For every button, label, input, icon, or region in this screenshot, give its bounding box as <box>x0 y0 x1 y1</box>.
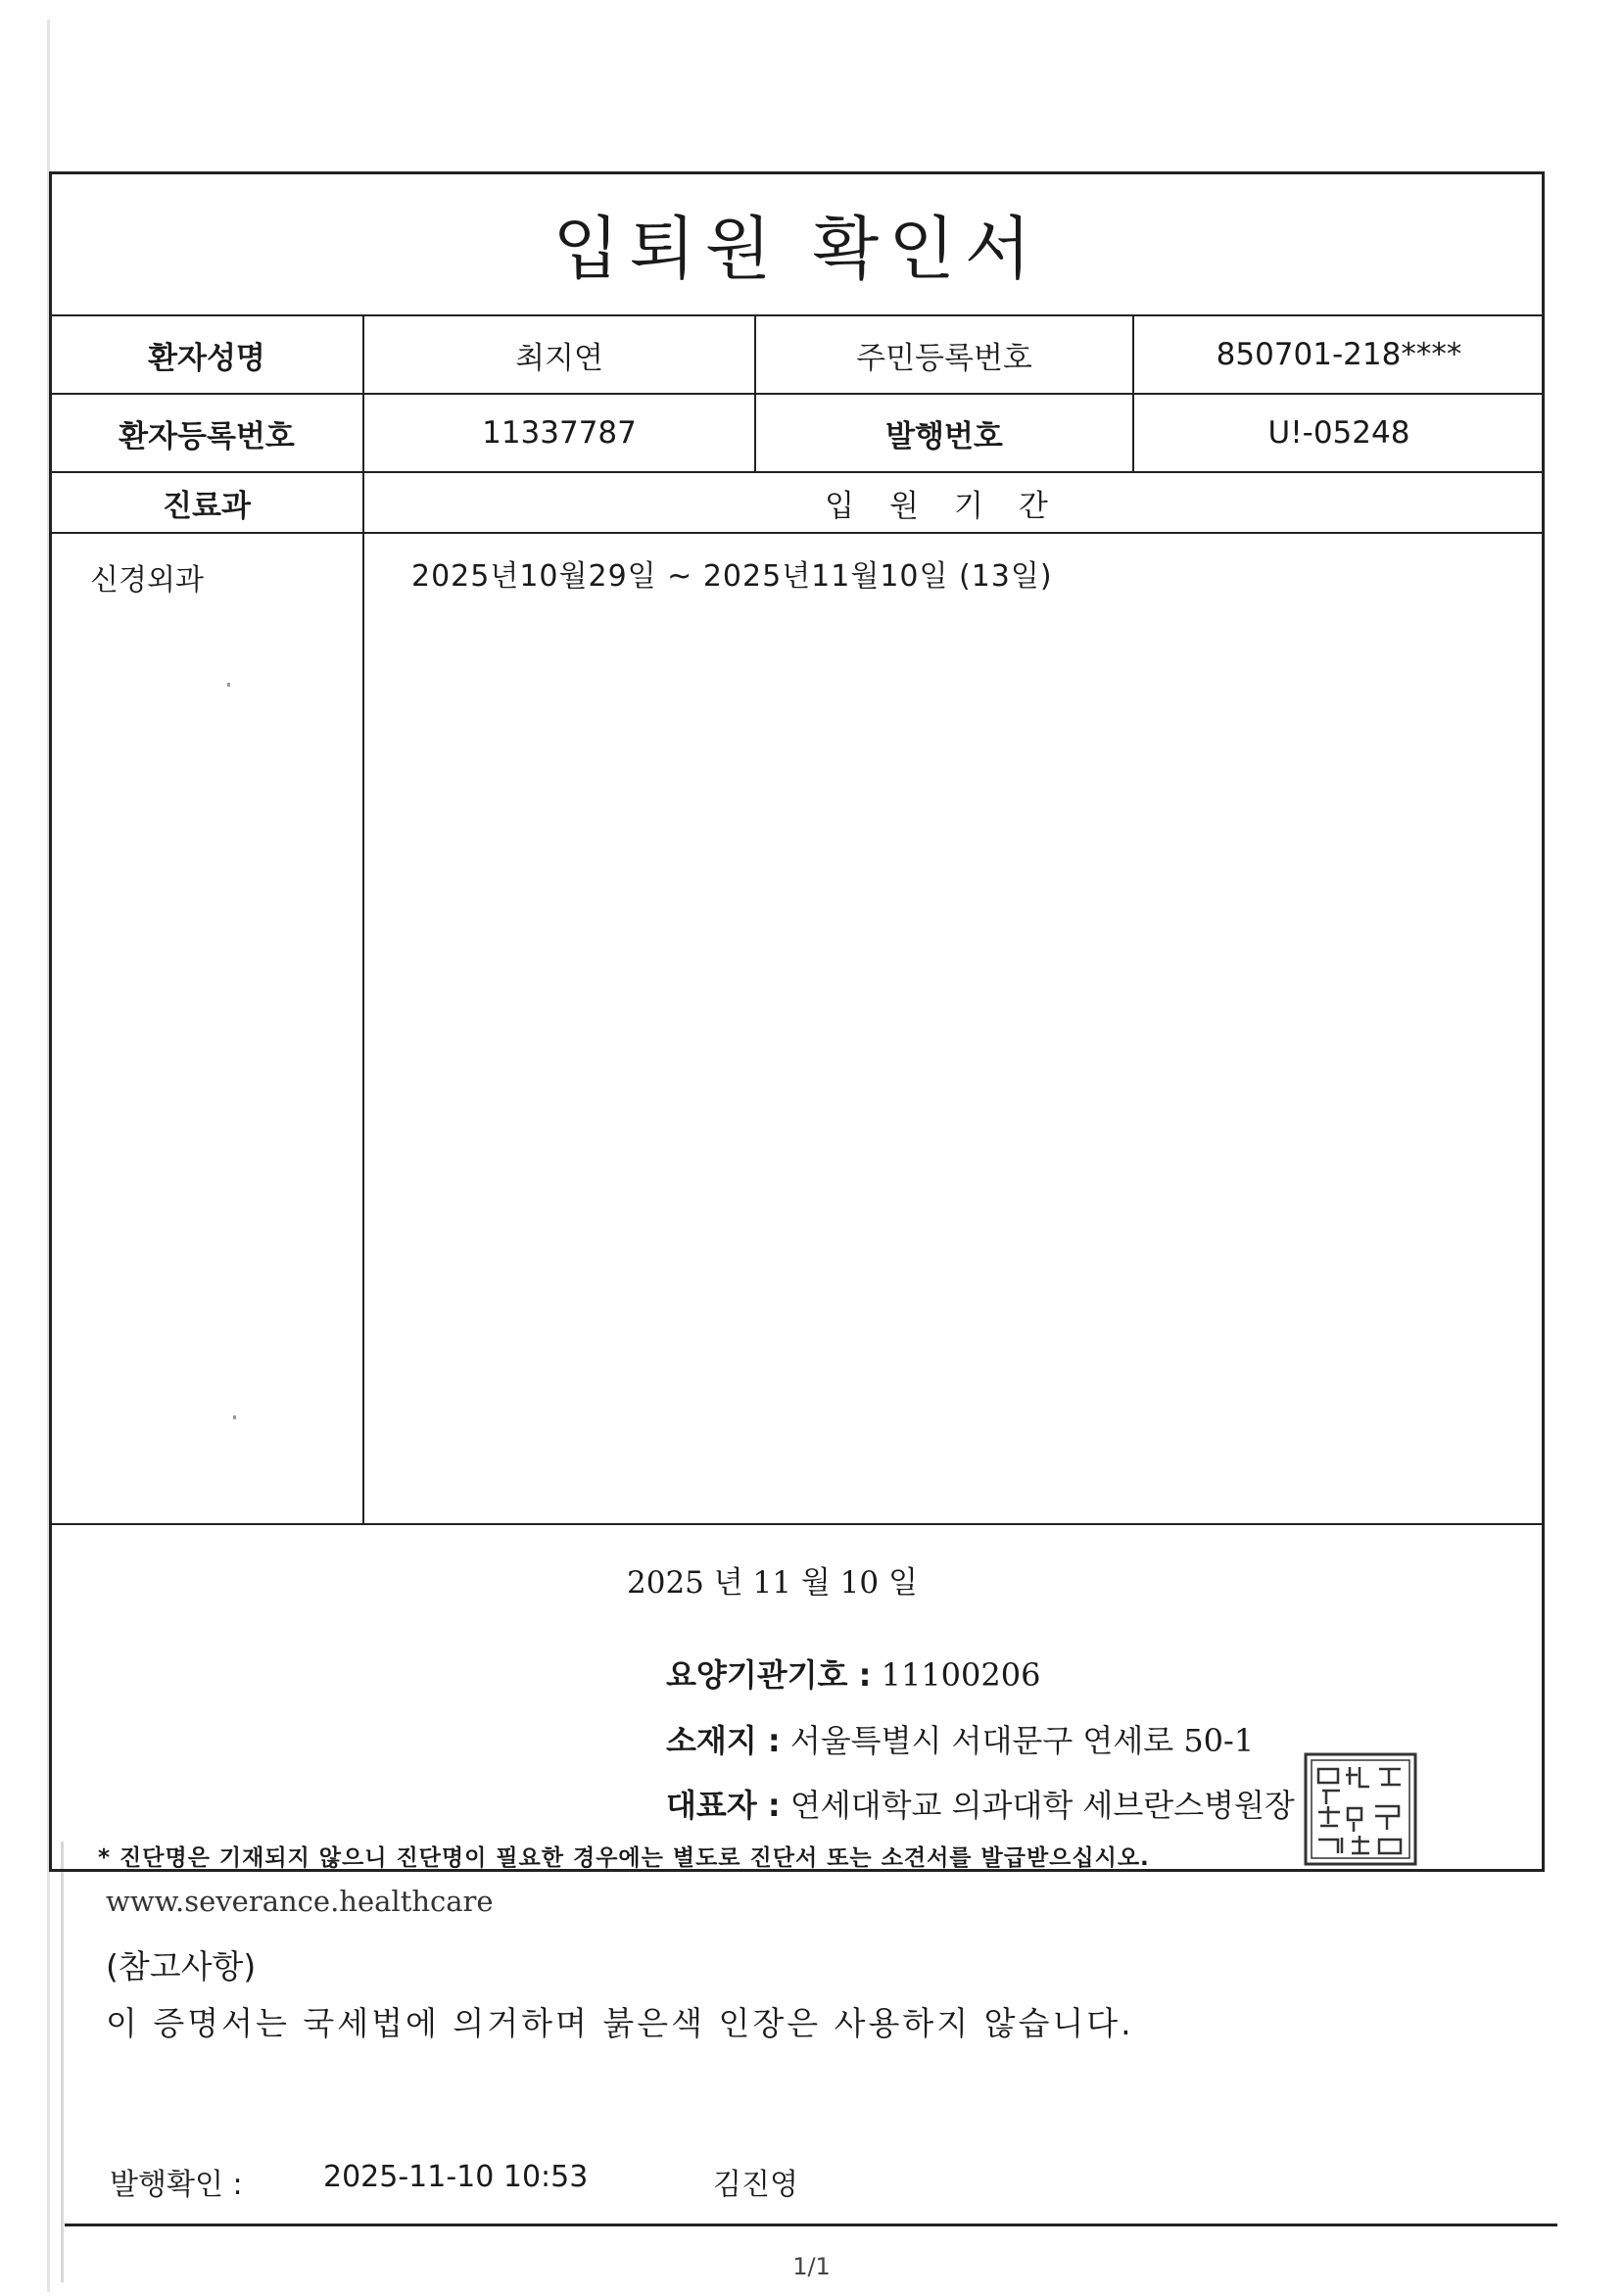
patient-reg-label: 환자등록번호 <box>51 395 364 471</box>
patient-name-value: 최지연 <box>364 316 756 393</box>
department-label: 진료과 <box>51 473 364 532</box>
scan-speck <box>233 1415 236 1419</box>
representative-label: 대표자 : <box>666 1787 781 1824</box>
institution-code-value: 11100206 <box>881 1656 1041 1694</box>
reference-title: (참고사항) <box>106 1947 257 1985</box>
scan-edge-lower <box>61 1842 64 2282</box>
issue-confirm-label: 발행확인 : <box>110 2168 243 2202</box>
institution-representative <box>666 1781 1295 1826</box>
issue-confirm-name: 김진영 <box>713 2168 798 2202</box>
admission-period-value: 2025년10월29일 ~ 2025년11월10일 (13일) <box>411 559 1053 594</box>
issue-number-label: 발행번호 <box>756 395 1134 471</box>
institution-code <box>666 1650 1040 1696</box>
hospital-website: www.severance.healthcare <box>106 1885 494 1918</box>
address-value: 서울특별시 서대문구 연세로 50-1 <box>789 1722 1255 1759</box>
issue-number-value: U!-05248 <box>1267 415 1410 451</box>
scan-speck <box>227 683 230 687</box>
patient-name-label: 환자성명 <box>51 316 364 393</box>
department-column <box>51 534 364 1523</box>
institution-code-label: 요양기관기호 : <box>666 1656 872 1694</box>
rrn-label: 주민등록번호 <box>756 316 1134 393</box>
department-value: 신경외과 <box>90 563 204 598</box>
address-label: 소재지 : <box>666 1722 781 1759</box>
rrn-value: 850701-218**** <box>1216 337 1462 372</box>
patient-info-table <box>51 316 1544 534</box>
bottom-divider <box>65 2224 1557 2226</box>
period-label: 입원기간 <box>825 488 1083 524</box>
patient-reg-value: 11337787 <box>364 395 756 471</box>
reference-body: 이 증명서는 국세법에 의거하며 붉은색 인장은 사용하지 않습니다. <box>106 2004 1134 2042</box>
hospital-seal-icon <box>1303 1751 1418 1867</box>
representative-value: 연세대학교 의과대학 세브란스병원장 <box>789 1787 1295 1824</box>
table-row <box>51 473 1544 534</box>
institution-address <box>666 1716 1254 1761</box>
diagnosis-footnote: * 진단명은 기재되지 않으니 진단명이 필요한 경우에는 별도로 진단서 또는 소견서를 발급받으십시오. <box>98 1845 1150 1871</box>
document-title: 입퇴원 확인서 <box>49 171 1545 316</box>
issue-confirm-datetime: 2025-11-10 10:53 <box>323 2160 589 2194</box>
table-row <box>51 395 1544 473</box>
page-number: 1/1 <box>792 2253 831 2280</box>
table-row <box>51 316 1544 395</box>
admission-detail-row <box>51 534 1544 1525</box>
issue-date: 2025 년 11 월 10 일 <box>627 1565 918 1601</box>
